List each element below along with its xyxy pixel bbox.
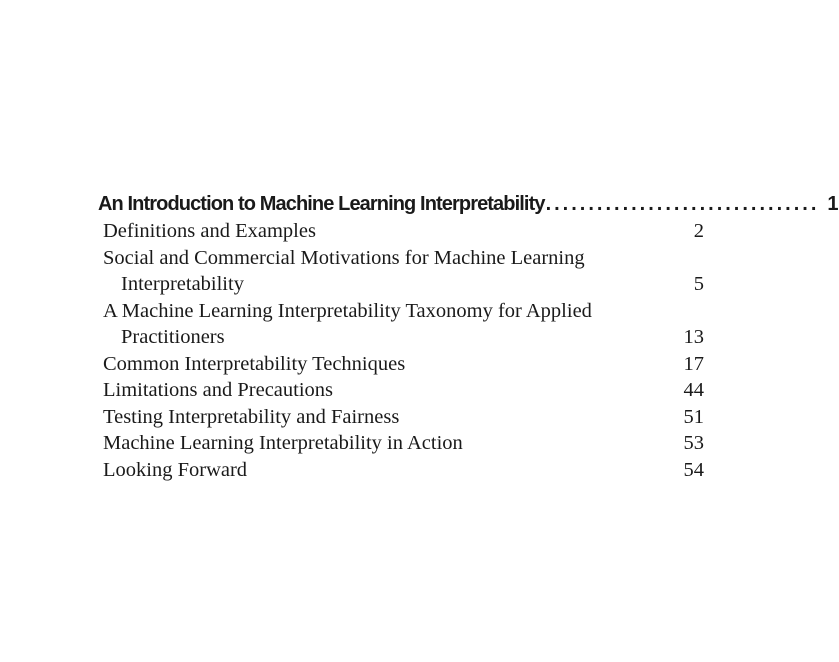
toc-entry[interactable] [103, 404, 706, 431]
entry-title [103, 430, 674, 457]
entry-page-number: 53 [683, 432, 704, 454]
entry-title-line: Testing Interpretability and Fairness [103, 405, 400, 428]
toc-entry[interactable] [103, 351, 706, 378]
toc-entry[interactable] [103, 430, 706, 457]
entry-page-number: 13 [683, 326, 704, 348]
entry-page-number: 44 [683, 379, 704, 401]
toc-entry[interactable] [103, 245, 706, 298]
entry-title-line: A Machine Learning Interpretability Taxonomy for Applied [103, 299, 592, 322]
entry-title-line: Social and Commercial Motivations for Machine Learning [103, 246, 585, 269]
entry-title-line: Common Interpretability Techniques [103, 352, 406, 375]
toc-entry[interactable] [103, 457, 706, 484]
entry-page-number: 17 [683, 352, 704, 375]
entry-title [103, 218, 674, 245]
entry-title [103, 351, 674, 378]
dot-leader: ................................ [545, 193, 820, 215]
entry-title [103, 404, 674, 431]
entry-title [103, 457, 674, 484]
table-of-contents [98, 191, 839, 483]
chapter-page-number: 1 [827, 193, 839, 215]
chapter-heading[interactable] [98, 191, 839, 218]
entry-title-continuation: Interpretability [121, 273, 244, 295]
entry-title [103, 377, 674, 404]
entry-page-number: 54 [683, 458, 704, 481]
entry-page-number: 2 [693, 220, 704, 242]
entry-title-line: Definitions and Examples [103, 220, 316, 242]
toc-entry[interactable] [103, 377, 706, 404]
entry-title-line: Looking Forward [103, 458, 248, 481]
entry-title-continuation: Practitioners [121, 326, 225, 348]
entry-page-number: 5 [693, 273, 704, 295]
section-list [103, 218, 706, 483]
entry-page-number: 51 [683, 405, 704, 428]
toc-entry[interactable] [103, 218, 706, 245]
entry-title [103, 245, 674, 298]
entry-title-line: Limitations and Precautions [103, 379, 334, 401]
entry-title-line: Machine Learning Interpretability in Action [103, 432, 463, 454]
chapter-title: An Introduction to Machine Learning Interpretability [98, 193, 545, 215]
entry-title [103, 298, 674, 351]
toc-entry[interactable] [103, 298, 706, 351]
